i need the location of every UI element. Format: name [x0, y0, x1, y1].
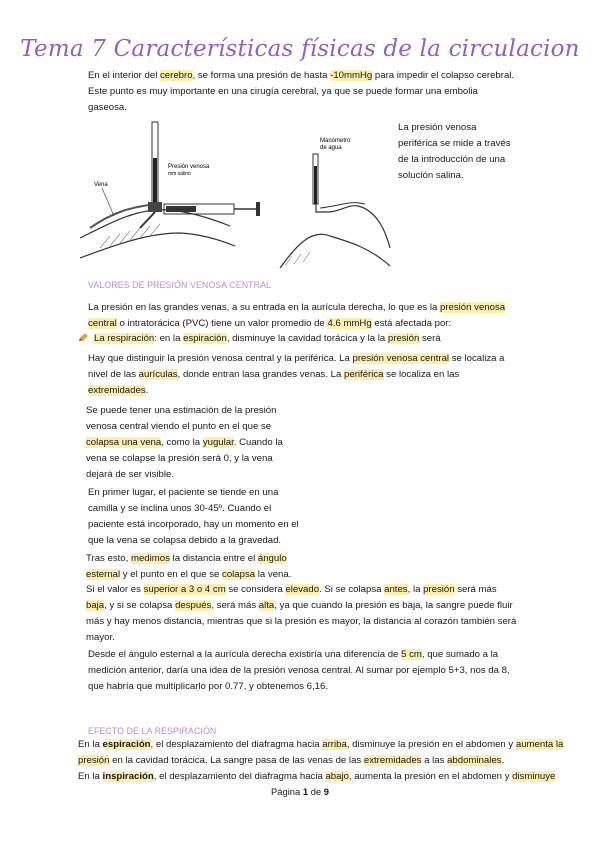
first-paragraph: En primer lugar, el paciente se tiende en una camilla y se inclina unos 30-45º. Cuando el paciente está incorporado, hay un momento en el que la vena se colapsa debido a la gravedad.	[88, 487, 299, 546]
side-note: La presión venosa periférica se mide a través de la introducción de una solución salina.	[398, 122, 511, 181]
pencil-icon	[78, 333, 88, 342]
section-pvc: VALORES DE PRESIÓN VENOSA CENTRAL	[88, 280, 272, 290]
then-paragraph: Tras esto, medimos la distancia entre el ángulo esternal y el punto en el que se colapsa la vena.	[86, 553, 292, 580]
angle-paragraph: Desde el ángulo esternal a la aurícula derecha existiría una diferencia de 5 cm, que sumado a la medición anterior, daría una idea de la presión venosa central. Al sumar por ejemplo 5+3, nos da 8, que habría que multiplicarlo por 0.77, y obtenemos 6,16.	[88, 649, 510, 692]
pvc-paragraph: La presión en las grandes venas, a su entrada en la aurícula derecha, lo que es la presión venosa central o intratorácica (PVC) tiene un valor promedio de 4.6 mmHg está afectada por:	[88, 302, 506, 329]
page-title: Tema 7 Características físicas de la circulacion	[20, 36, 580, 62]
section-respiration: EFECTO DE LA RESPIRACIÓN	[88, 726, 217, 736]
label-presion: Presión venosa	[168, 164, 210, 170]
intro-paragraph: En el interior del cerebro, se forma una presión de hasta -10mmHg para impedir el colapso cerebral. Este punto es muy importante en una cirugía cerebral, ya que se puede formar una embolia gaseosa.	[88, 70, 515, 113]
distinguish-paragraph: Hay que distinguir la presión venosa central y la periférica. La presión venosa central se localiza a nivel de las aurículas, donde entran lasa grandes venas. La periférica se localiza en las extremidades.	[88, 353, 505, 396]
label-manometro-agua: de agua	[320, 145, 342, 151]
label-manometro: Manómetro	[320, 138, 351, 144]
value-paragraph: Si el valor es superior a 3 o 4 cm se considera elevado. Si se colapsa antes, la presión será más baja, y si se colapsa después, será más alta, ya que cuando la presión es baja, la sangre puede fluir más y hay menos distancia, mientras que si la presión es mayor, la distancia al corazón también será mayor.	[86, 584, 517, 643]
venous-pressure-figure	[80, 118, 400, 268]
label-vena: Vena	[94, 182, 108, 188]
page-footer: Página 1 de 9	[271, 786, 329, 797]
bullet-respiration: La respiración: en la espiración, disminuye la cavidad torácica y la la presión será	[78, 331, 538, 347]
label-presion-unit: mm salino	[168, 171, 191, 177]
estimate-paragraph: Se puede tener una estimación de la presión venosa central viendo el punto en el que se colapsa una vena, como la yugular. Cuando la vena se colapse la presión será 0, y la vena dejará de ser visible.	[86, 405, 283, 480]
respiration-paragraph: En la espiración, el desplazamiento del diafragma hacia arriba, disminuye la presión en el abdomen y aumenta la presión en la cavidad torácica. La sangre pasa de las venas de las extremidades a las abdominales. En la inspiración, el desplazamiento del diafragma hacia abajo, aumenta la presión en el abdomen y disminuye	[78, 739, 564, 782]
